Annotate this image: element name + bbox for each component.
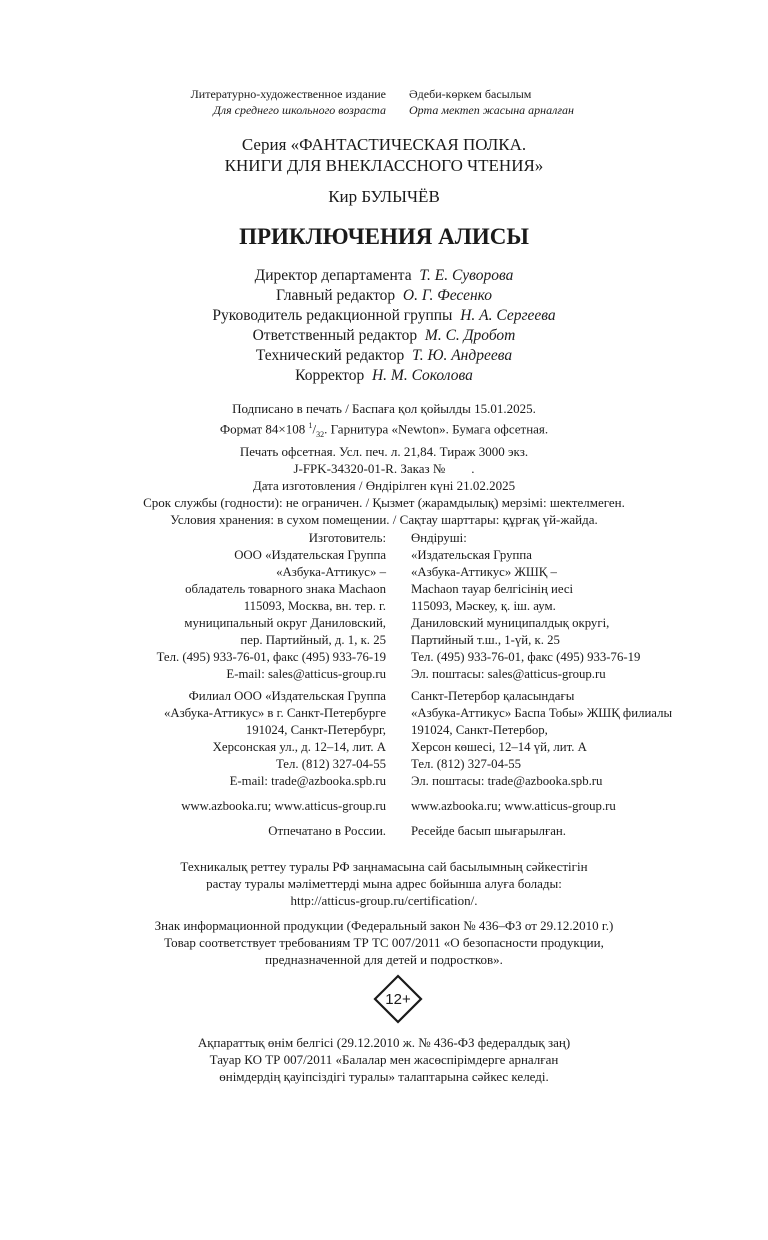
format-text: Формат 84×108 [219, 421, 309, 437]
notice-line: растау туралы мәліметтерді мына адрес бойынша алуға болады: [206, 876, 562, 891]
info-product-notice-kz [0, 1034, 768, 1085]
manufacturer-line: Даниловский муниципалдық округі, [411, 616, 610, 630]
manufacturer-line: «Азбука-Аттикус» ЖШҚ – [411, 565, 557, 579]
notice-line: предназначенной для детей и подростков». [265, 952, 503, 967]
series-line: Серия «ФАНТАСТИЧЕСКАЯ ПОЛКА. [241, 135, 527, 154]
staff-role: Директор департамента [254, 267, 412, 284]
staff-row [0, 366, 768, 386]
format-text: . Гарнитура «Newton». Бумага офсетная. [324, 421, 549, 437]
staff-name: Т. Ю. Андреева [412, 347, 513, 364]
branch-line: Тел. (812) 327-04-55 [275, 757, 386, 771]
staff-name: Т. Е. Суворова [419, 267, 514, 284]
branch-line: 191024, Санкт-Петербор, [411, 723, 548, 737]
edition-type-line: Әдеби-көркем басылым [409, 87, 532, 101]
printed-in-kz: Ресейде басып шығарылған. [411, 824, 566, 838]
storage-conditions: Условия хранения: в сухом помещении. / Сақтау шарттары: құрғақ үй-жайда. [170, 511, 598, 527]
signed-date: Подписано в печать / Баспаға қол қойылды 15.01.2025. [232, 401, 536, 416]
branch-line: Херсонская ул., д. 12–14, лит. А [212, 740, 386, 754]
manufacturer-line: Өндіруші: [411, 531, 467, 545]
age-group-line: Для среднего школьного возраста [213, 103, 386, 117]
series-title [0, 134, 768, 176]
manufacturer-line: Тел. (495) 933-76-01, факс (495) 933-76-19 [411, 650, 641, 664]
manufacturer-line: Изготовитель: [308, 531, 386, 545]
staff-row [0, 286, 768, 306]
series-line: КНИГИ ДЛЯ ВНЕКЛАССНОГО ЧТЕНИЯ» [224, 156, 544, 175]
manufacturer-kz [411, 530, 640, 683]
branch-kz [411, 688, 672, 790]
manufacturer-line: ООО «Издательская Группа [234, 548, 386, 562]
staff-name: О. Г. Фесенко [402, 287, 493, 304]
age-group-line: Орта мектеп жасына арналған [409, 103, 574, 117]
certification-link: http://atticus-group.ru/certification/. [290, 893, 478, 908]
branch-line: Филиал ООО «Издательская Группа [188, 689, 386, 703]
manufacture-date: Дата изготовления / Өндірілген күні 21.02.2025 [252, 477, 516, 493]
manufacturer-ru [157, 530, 386, 683]
notice-line: Ақпараттық өнім белгісі (29.12.2010 ж. № 436-ФЗ федералдық заң) [197, 1035, 571, 1050]
editorial-staff [0, 266, 768, 386]
book-title: ПРИКЛЮЧЕНИЯ АЛИСЫ [239, 224, 529, 249]
manufacturer-line: Партийный т.ш., 1-үй, к. 25 [411, 633, 560, 647]
staff-name: Н. А. Сергеева [460, 307, 556, 324]
branch-line: 191024, Санкт-Петербург, [245, 723, 386, 737]
manufacturer-line: «Издательская Группа [411, 548, 532, 562]
staff-row [0, 326, 768, 346]
staff-row [0, 306, 768, 326]
staff-row [0, 266, 768, 286]
notice-line: Товар соответствует требованиям ТР ТС 007/2011 «О безопасности продукции, [164, 935, 604, 950]
manufacturer-line: E-mail: sales@atticus-group.ru [226, 667, 386, 681]
manufacturer-line: Тел. (495) 933-76-01, факс (495) 933-76-19 [156, 650, 386, 664]
format-line: Формат 84×108 $^1/_{32}$. Гарнитура «Newton». Бумага офсетная. [219, 421, 549, 439]
manufacturer-line: Machaon тауар белгісінің иесі [411, 582, 574, 596]
branch-line: Санкт-Петербор қаласындағы [411, 689, 575, 703]
info-product-notice-ru [0, 917, 768, 968]
notice-line: Тауар КО ТР 007/2011 «Балалар мен жасөспірімдерге арналған [209, 1052, 559, 1067]
manufacturer-line: «Азбука-Аттикус» – [276, 565, 386, 579]
manufacturer-line: обладатель товарного знака Machaon [185, 582, 386, 596]
branch-ru [164, 688, 386, 790]
branch-line: Эл. поштасы: trade@azbooka.spb.ru [411, 774, 603, 788]
staff-name: М. С. Дробот [424, 327, 516, 344]
edition-type-ru [191, 86, 386, 118]
order-number: J-FPK-34320-01-R. Заказ № . [293, 460, 475, 476]
format-denominator: 32 [316, 429, 325, 439]
branch-line: E-mail: trade@azbooka.spb.ru [229, 774, 386, 788]
staff-row [0, 346, 768, 366]
manufacturer-line: муниципальный округ Даниловский, [184, 616, 386, 630]
author-name: Кир БУЛЫЧЁВ [328, 187, 440, 206]
service-life: Срок службы (годности): не ограничен. / Қызмет (жарамдылық) мерзімі: шектелмеген. [143, 494, 625, 510]
notice-line: Техникалық реттеу туралы РФ заңнамасына сай басылымның сәйкестігін [180, 859, 588, 874]
notice-line: өнімдердің қауіпсіздігі туралы» талаптарына сәйкес келеді. [219, 1069, 549, 1084]
website-ru: www.azbooka.ru; www.atticus-group.ru [181, 799, 386, 813]
staff-role: Главный редактор [275, 287, 396, 304]
manufacturer-line: Эл. поштасы: sales@atticus-group.ru [411, 667, 606, 681]
branch-line: Тел. (812) 327-04-55 [411, 757, 522, 771]
branch-line: «Азбука-Аттикус» Баспа Тобы» ЖШҚ филиалы [411, 706, 673, 720]
manufacturer-line: 115093, Москва, вн. тер. г. [243, 599, 386, 613]
staff-role: Технический редактор [255, 347, 405, 364]
manufacturer-line: 115093, Мәскеу, қ. іш. аум. [411, 599, 556, 613]
staff-role: Ответственный редактор [252, 327, 418, 344]
edition-type-line: Литературно-художественное издание [190, 87, 386, 101]
age-rating-badge [373, 974, 423, 1024]
certification-notice-kz [0, 858, 768, 909]
edition-type-kz [409, 86, 574, 118]
website-kz: www.azbooka.ru; www.atticus-group.ru [411, 799, 616, 813]
print-run: Печать офсетная. Усл. печ. л. 21,84. Тираж 3000 экз. [239, 443, 529, 459]
staff-name: Н. М. Соколова [371, 367, 473, 384]
format-numerator: 1 [308, 421, 313, 430]
staff-role: Корректор [295, 367, 365, 384]
staff-role: Руководитель редакционной группы [212, 307, 453, 324]
notice-line: Знак информационной продукции (Федеральный закон № 436–ФЗ от 29.12.2010 г.) [154, 918, 614, 933]
branch-line: «Азбука-Аттикус» в г. Санкт-Петербурге [163, 706, 386, 720]
printed-in-ru: Отпечатано в России. [268, 824, 386, 838]
branch-line: Херсон көшесі, 12–14 үй, лит. А [411, 740, 587, 754]
age-rating-label: 12+ [385, 990, 411, 1008]
manufacturer-line: пер. Партийный, д. 1, к. 25 [240, 633, 386, 647]
print-details [0, 400, 768, 528]
